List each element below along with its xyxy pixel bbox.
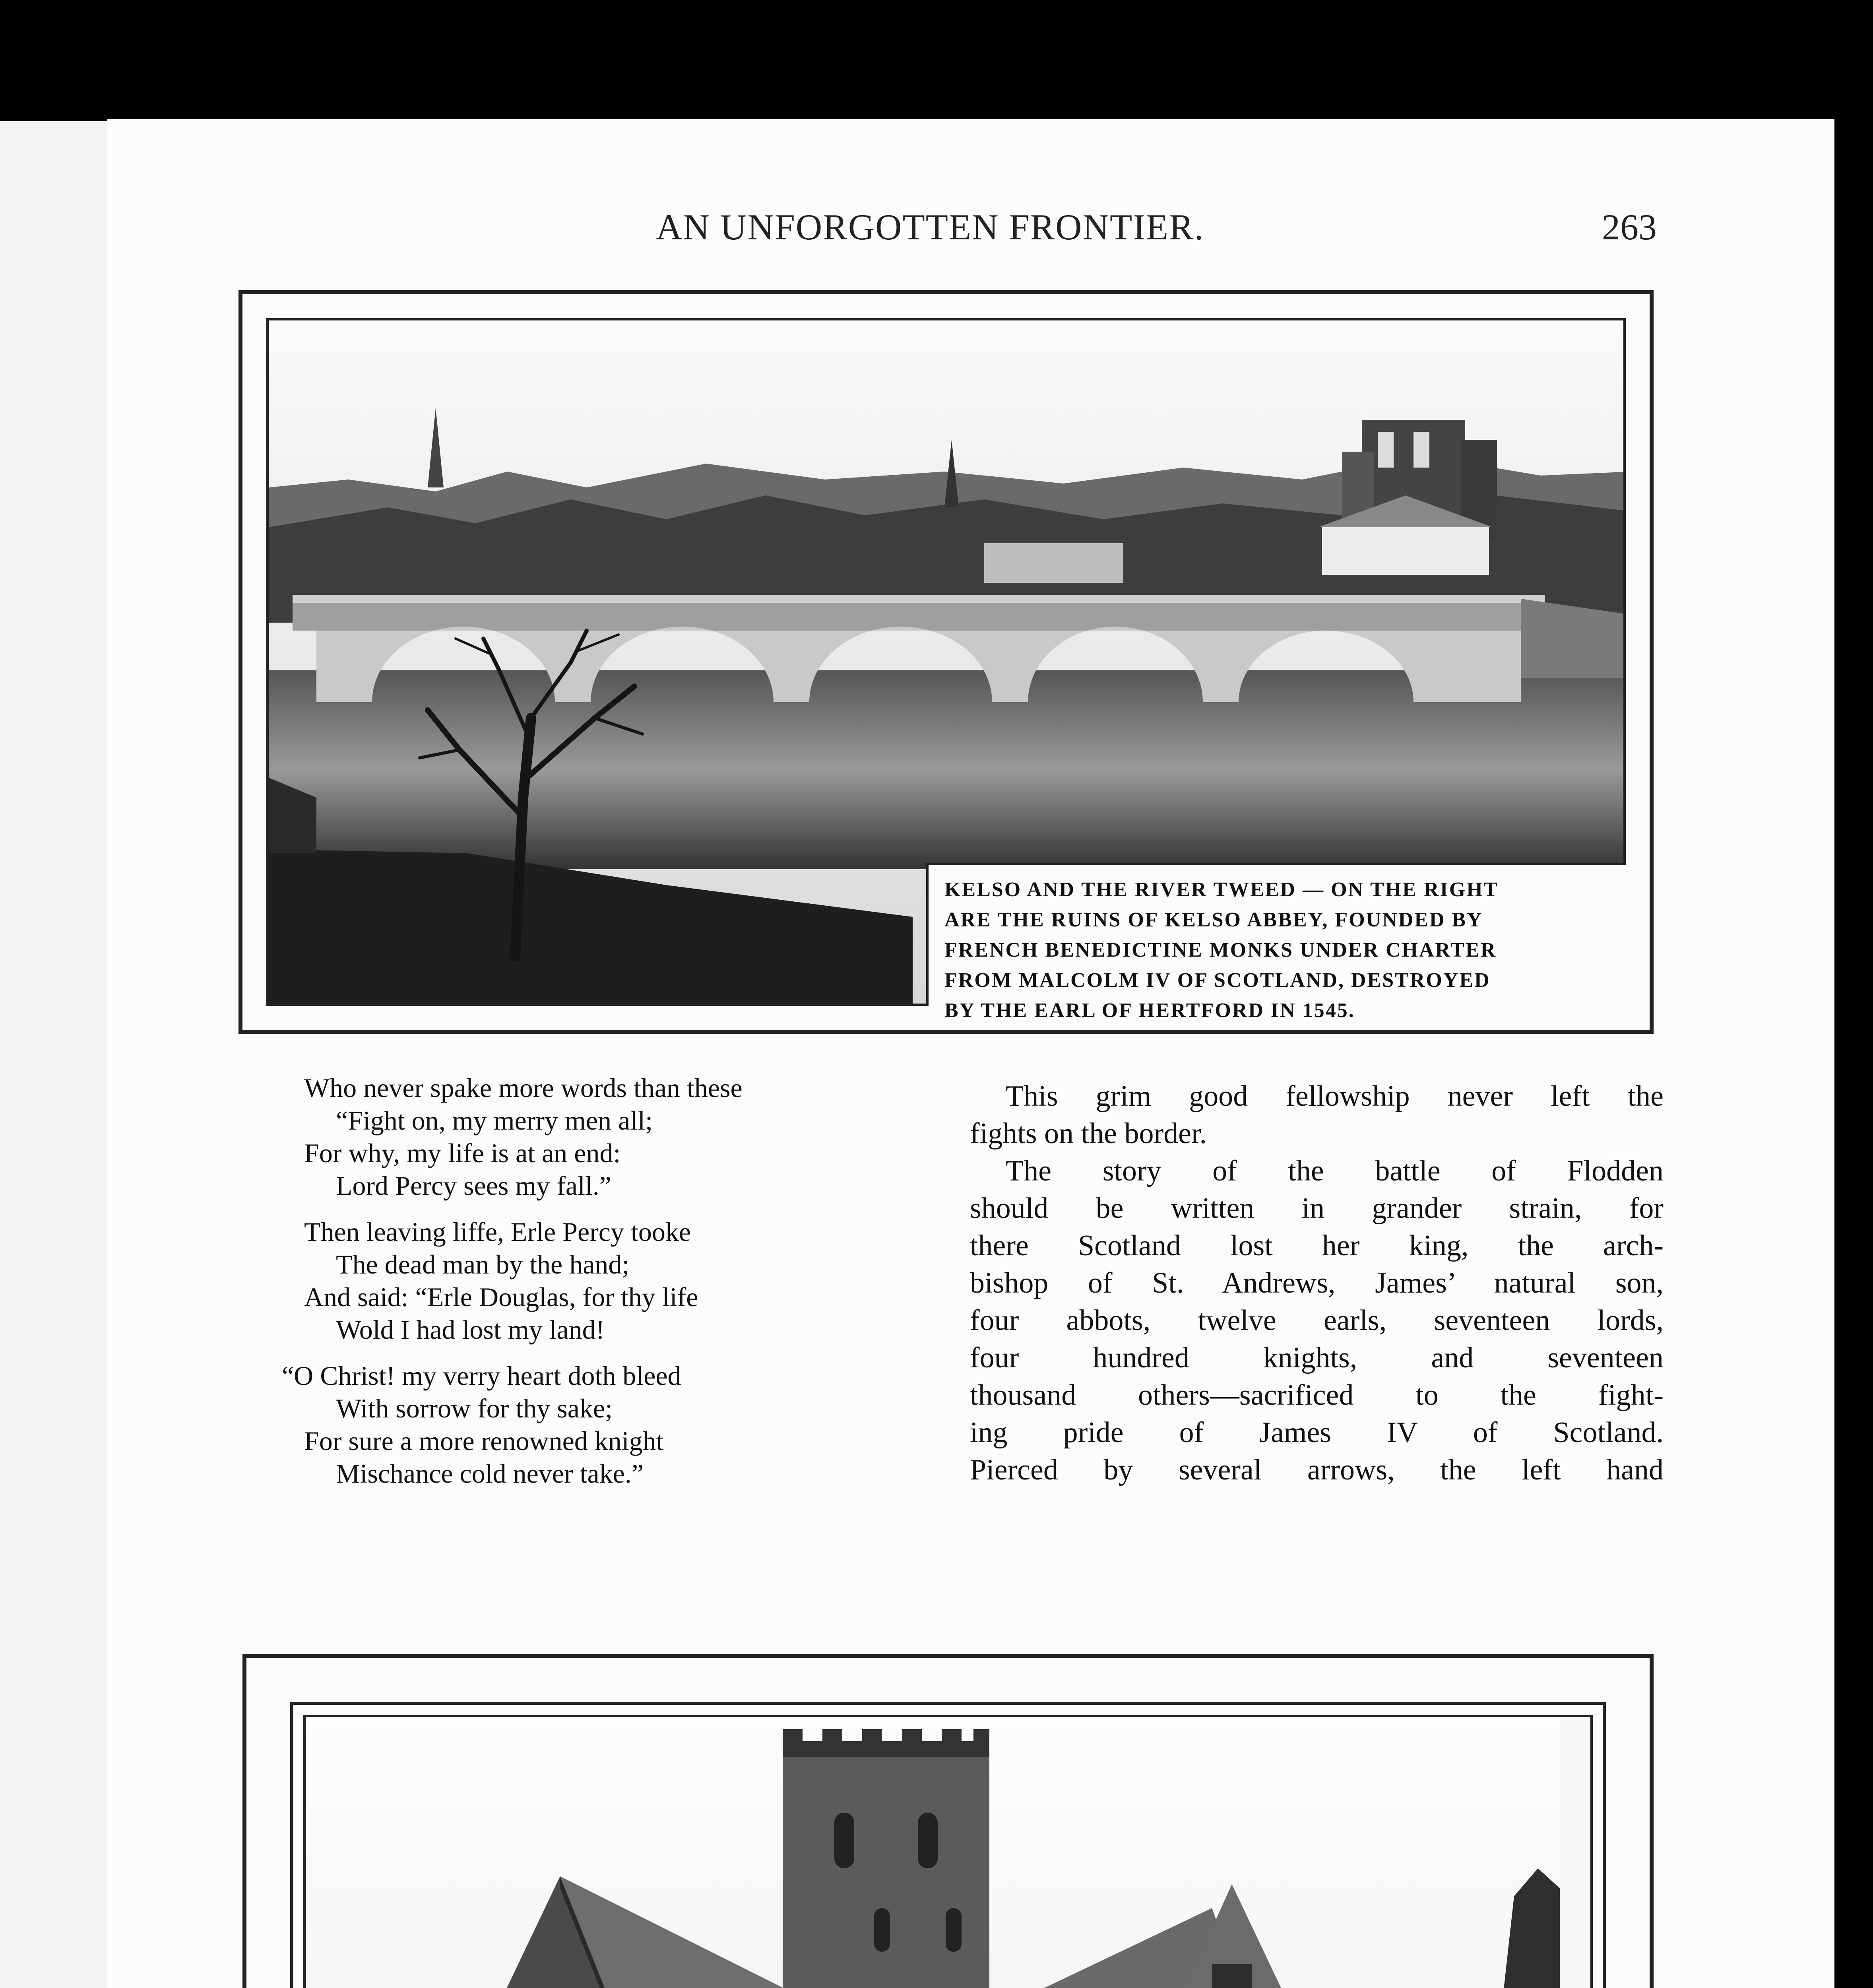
carlisle-figure	[242, 1654, 1654, 1988]
stanza-1	[304, 1072, 940, 1202]
facing-page-edge	[0, 121, 123, 1988]
caption-line: KELSO AND THE RIVER TWEED — ON THE RIGHT	[944, 878, 1499, 901]
page-number: 263	[1602, 207, 1657, 247]
stanza-2	[304, 1215, 940, 1346]
text-line: there Scotland lost her king, the arch-	[970, 1229, 1664, 1262]
verse-line: For why, my life is at an end:	[304, 1138, 621, 1168]
text-line: four abbots, twelve earls, seventeen lords,	[970, 1304, 1664, 1337]
text-line: thousand others—sacrificed to the fight-	[970, 1379, 1664, 1411]
carlisle-photo	[303, 1715, 1593, 1988]
kelso-figure	[238, 290, 1654, 1034]
verse-line: “O Christ! my verry heart doth bleed	[282, 1361, 681, 1391]
running-head: AN UNFORGOTTEN FRONTIER.	[656, 207, 1204, 247]
text-line: The story of the battle of Flodden	[1006, 1155, 1664, 1187]
verse-line: “Fight on, my merry men all;	[336, 1105, 653, 1136]
text-line: bishop of St. Andrews, James’ natural son,	[970, 1267, 1664, 1299]
verse-line: The dead man by the hand;	[336, 1249, 630, 1279]
caption-line: FRENCH BENEDICTINE MONKS UNDER CHARTER	[944, 939, 1497, 961]
cathedral-illustration	[306, 1717, 1560, 1988]
text-line: four hundred knights, and seventeen	[970, 1342, 1664, 1374]
verse-line: Wold I had lost my land!	[336, 1314, 605, 1345]
caption-line: FROM MALCOLM IV OF SCOTLAND, DESTROYED	[944, 969, 1491, 992]
verse-line: For sure a more renowned knight	[304, 1426, 664, 1456]
caption-line: BY THE EARL OF HERTFORD IN 1545.	[944, 999, 1355, 1022]
text-line: fights on the border.	[970, 1117, 1207, 1150]
verse-line: Then leaving liffe, Erle Percy tooke	[304, 1217, 691, 1247]
text-line: Pierced by several arrows, the left hand	[970, 1454, 1664, 1486]
book-page	[107, 119, 1834, 1988]
verse-line: And said: “Erle Douglas, for thy life	[304, 1282, 698, 1312]
ballad-verse	[282, 1072, 940, 1503]
text-line: This grim good fellowship never left the	[1006, 1080, 1664, 1112]
text-line: ing pride of James IV of Scotland.	[970, 1416, 1664, 1449]
photo-frame	[290, 1702, 1606, 1988]
verse-line: Lord Percy sees my fall.”	[336, 1171, 611, 1201]
text-line: should be written in grander strain, for	[970, 1192, 1664, 1225]
verse-line: Mischance cold never take.”	[336, 1458, 644, 1489]
stanza-3	[282, 1359, 940, 1490]
verse-line: With sorrow for thy sake;	[336, 1393, 613, 1423]
caption-line: ARE THE RUINS OF KELSO ABBEY, FOUNDED BY	[944, 909, 1483, 931]
verse-line: Who never spake more words than these	[304, 1073, 743, 1103]
kelso-caption	[926, 863, 1626, 1022]
body-text	[970, 1077, 1664, 1489]
